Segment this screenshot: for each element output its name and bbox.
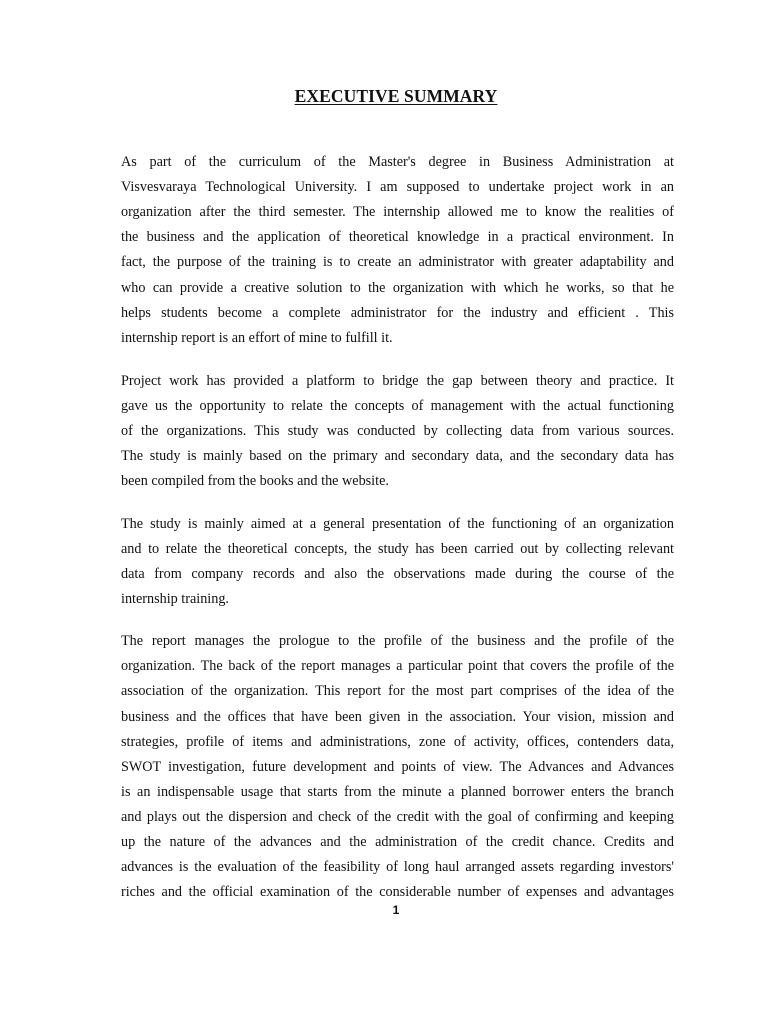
paragraph-2-line-3: of the organizations. This study was conducted by collecting data from various sources. (121, 423, 674, 439)
paragraph-4-line-9: up the nature of the advances and the administration of the credit chance. Credits and (121, 834, 674, 850)
paragraph-1-line-1: As part of the curriculum of the Master's degree in Business Administration at (121, 154, 674, 170)
paragraph-2-line-2: gave us the opportunity to relate the concepts of management with the actual functioning (121, 398, 674, 414)
paragraph-1-line-6: who can provide a creative solution to the organization with which he works, so that he (121, 280, 674, 296)
paragraph-2-line-5: been compiled from the books and the website. (121, 473, 389, 489)
paragraph-1-line-8: internship report is an effort of mine to fulfill it. (121, 330, 393, 346)
paragraph-4-line-5: strategies, profile of items and administrations, zone of activity, offices, contenders data, (121, 734, 674, 750)
paragraph-3-line-2: and to relate the theoretical concepts, the study has been carried out by collecting relevant (121, 541, 674, 557)
paragraph-4-line-3: association of the organization. This report for the most part comprises of the idea of the (121, 683, 674, 699)
paragraph-1-line-4: the business and the application of theoretical knowledge in a practical environment. In (121, 229, 674, 245)
paragraph-2-line-4: The study is mainly based on the primary and secondary data, and the secondary data has (121, 448, 674, 464)
paragraph-3-line-3: data from company records and also the observations made during the course of the (121, 566, 674, 582)
paragraph-4-line-8: and plays out the dispersion and check of the credit with the goal of confirming and keeping (121, 809, 674, 825)
page-number: 1 (392, 903, 400, 917)
paragraph-1-line-2: Visvesvaraya Technological University. I am supposed to undertake project work in an (121, 179, 674, 195)
paragraph-1-line-7: helps students become a complete administrator for the industry and efficient . This (121, 305, 674, 321)
paragraph-4-line-4: business and the offices that have been given in the association. Your vision, mission and (121, 709, 674, 725)
paragraph-1-line-5: fact, the purpose of the training is to create an administrator with greater adaptability and (121, 254, 674, 270)
paragraph-4-line-11: riches and the official examination of the considerable number of expenses and advantages (121, 884, 674, 900)
paragraph-4-line-7: is an indispensable usage that starts from the minute a planned borrower enters the branch (121, 784, 674, 800)
paragraph-4-line-2: organization. The back of the report manages a particular point that covers the profile of the (121, 658, 674, 674)
paragraph-4-line-10: advances is the evaluation of the feasibility of long haul arranged assets regarding investors' (121, 859, 674, 875)
paragraph-3-line-1: The study is mainly aimed at a general presentation of the functioning of an organization (121, 516, 674, 532)
paragraph-1-line-3: organization after the third semester. The internship allowed me to know the realities of (121, 204, 674, 220)
paragraph-4-line-1: The report manages the prologue to the profile of the business and the profile of the (121, 633, 674, 649)
paragraph-3-line-4: internship training. (121, 591, 229, 607)
page-title: EXECUTIVE SUMMARY (294, 86, 498, 106)
paragraph-2-line-1: Project work has provided a platform to bridge the gap between theory and practice. It (121, 373, 674, 389)
paragraph-4-line-6: SWOT investigation, future development and points of view. The Advances and Advances (121, 759, 674, 775)
